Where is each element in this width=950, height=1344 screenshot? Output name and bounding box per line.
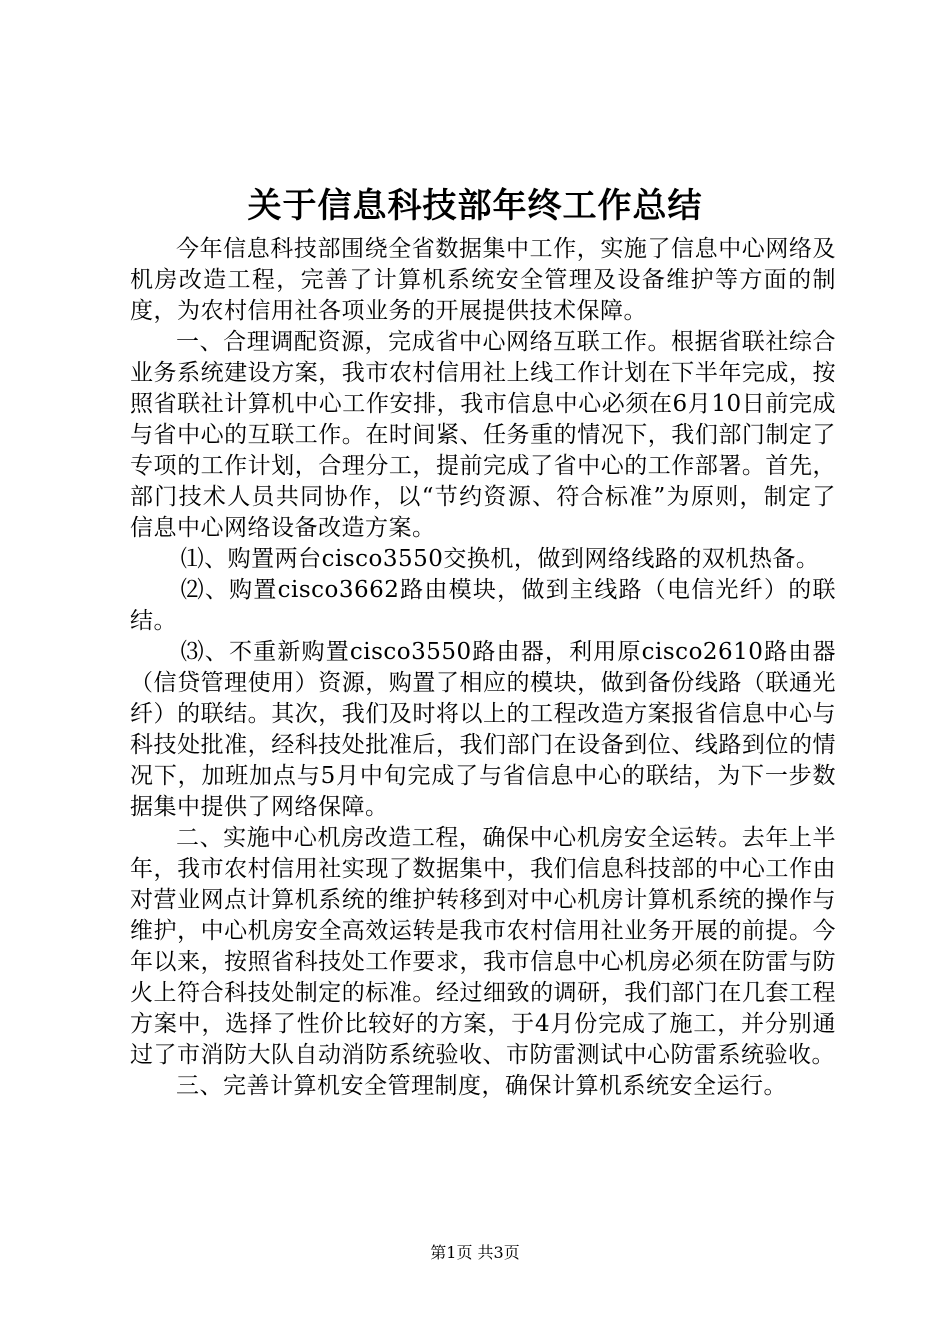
paragraph-item-2: ⑵、购置cisco3662路由模块，做到主线路（电信光纤）的联结。 bbox=[130, 577, 836, 634]
paragraph-intro: 今年信息科技部围绕全省数据集中工作，实施了信息中心网络及机房改造工程，完善了计算机系统安全管理及设备维护等方面的制度，为农村信用社各项业务的开展提供技术保障。 bbox=[130, 236, 836, 324]
paragraph-item-3: ⑶、不重新购置cisco3550路由器，利用原cisco2610路由器（信贷管理使用）资源，购置了相应的模块，做到备份线路（联通光纤）的联结。其次，我们及时将以上的工程改造方案报省信息中心与科技处批准，经科技处批准后，我们部门在设备到位、线路到位的情况下，加班加点与5月中旬完成了与省信息中心的联结，为下一步数据集中提供了网络保障。 bbox=[130, 639, 836, 820]
paragraph-item-1: ⑴、购置两台cisco3550交换机，做到网络线路的双机热备。 bbox=[180, 546, 820, 572]
document-title: 关于信息科技部年终工作总结 bbox=[247, 186, 703, 226]
document-body bbox=[130, 234, 836, 1102]
paragraph-section-1: 一、合理调配资源，完成省中心网络互联工作。根据省联社综合业务系统建设方案，我市农村信用社上线工作计划在下半年完成，按照省联社计算机中心工作安排，我市信息中心必须在6月10日前完成与省中心的互联工作。在时间紧、任务重的情况下，我们部门制定了专项的工作计划，合理分工，提前完成了省中心的工作部署。首先，部门技术人员共同协作，以“节约资源、符合标准”为原则，制定了信息中心网络设备改造方案。 bbox=[130, 329, 836, 541]
page-footer: 第1页 共3页 bbox=[430, 1243, 520, 1262]
paragraph-section-3: 三、完善计算机安全管理制度，确保计算机系统安全运行。 bbox=[176, 1073, 787, 1099]
paragraph-section-2: 二、实施中心机房改造工程，确保中心机房安全运转。去年上半年，我市农村信用社实现了数据集中，我们信息科技部的中心工作由对营业网点计算机系统的维护转移到对中心机房计算机系统的操作与维护，中心机房安全高效运转是我市农村信用社业务开展的前提。今年以来，按照省科技处工作要求，我市信息中心机房必须在防雷与防火上符合科技处制定的标准。经过细致的调研，我们部门在几套工程方案中，选择了性价比较好的方案，于4月份完成了施工，并分别通过了市消防大队自动消防系统验收、市防雷测试中心防雷系统验收。 bbox=[130, 825, 836, 1068]
